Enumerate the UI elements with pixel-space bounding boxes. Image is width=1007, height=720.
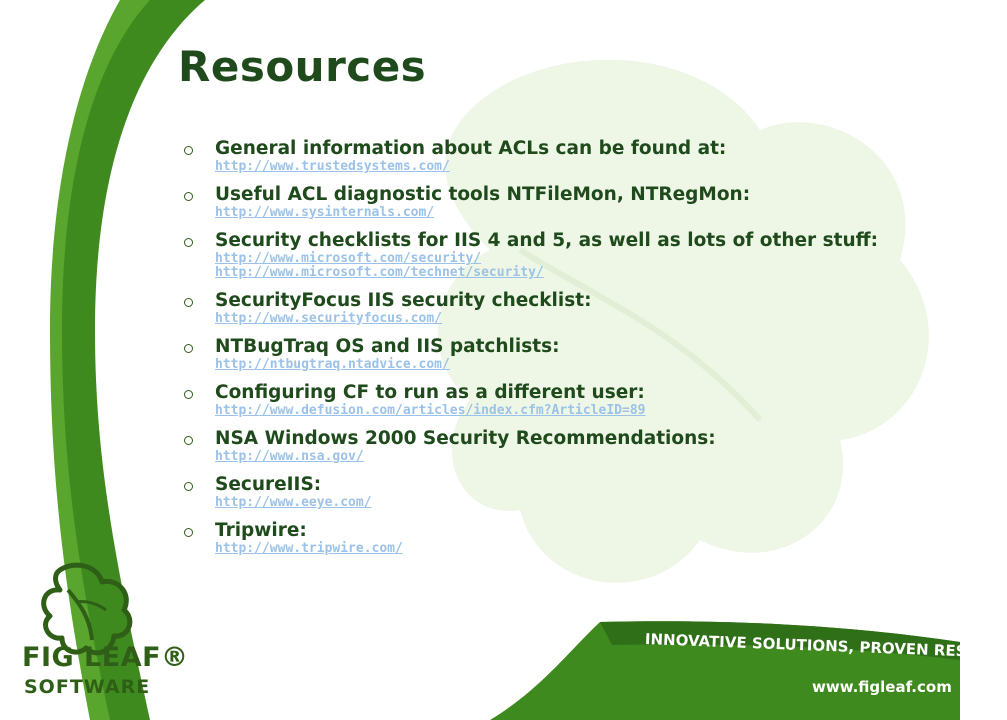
item-text: Tripwire: xyxy=(215,520,307,541)
circle-bullet-icon xyxy=(184,298,193,307)
resource-list xyxy=(180,138,880,566)
logo-wordmark: FIG LEAF® xyxy=(22,642,189,673)
list-item xyxy=(180,184,880,220)
item-text: General information about ACLs can be found at: xyxy=(215,138,727,159)
list-item xyxy=(180,290,880,326)
list-item xyxy=(180,336,880,372)
circle-bullet-icon xyxy=(184,390,193,399)
logo-subtitle: SOFTWARE xyxy=(24,676,151,698)
resource-link[interactable]: http://www.nsa.gov/ xyxy=(215,449,364,464)
circle-bullet-icon xyxy=(184,482,193,491)
circle-bullet-icon xyxy=(184,528,193,537)
circle-bullet-icon xyxy=(184,238,193,247)
list-item xyxy=(180,138,880,174)
item-text: SecurityFocus IIS security checklist: xyxy=(215,290,592,311)
list-item xyxy=(180,230,880,280)
page-title: Resources xyxy=(178,42,427,91)
circle-bullet-icon xyxy=(184,436,193,445)
resource-link[interactable]: http://www.eeye.com/ xyxy=(215,495,372,510)
item-text: NSA Windows 2000 Security Recommendations: xyxy=(215,428,716,449)
list-item xyxy=(180,382,880,418)
item-text: Configuring CF to run as a different user: xyxy=(215,382,645,403)
item-text: Security checklists for IIS 4 and 5, as well as lots of other stuff: xyxy=(215,230,879,251)
circle-bullet-icon xyxy=(184,146,193,155)
resource-link[interactable]: http://www.trustedsystems.com/ xyxy=(215,159,450,174)
list-item xyxy=(180,474,880,510)
resource-link[interactable]: http://www.sysinternals.com/ xyxy=(215,205,435,220)
item-text: NTBugTraq OS and IIS patchlists: xyxy=(215,336,560,357)
resource-link[interactable]: http://www.securityfocus.com/ xyxy=(215,311,442,326)
tagline: INNOVATIVE SOLUTIONS, PROVEN RESULTS xyxy=(644,630,1007,662)
resource-link[interactable]: http://www.microsoft.com/technet/security/ xyxy=(215,265,544,280)
list-item xyxy=(180,520,880,556)
circle-bullet-icon xyxy=(184,344,193,353)
list-item xyxy=(180,428,880,464)
item-text: Useful ACL diagnostic tools NTFileMon, NTRegMon: xyxy=(215,184,751,205)
circle-bullet-icon xyxy=(184,192,193,201)
item-text: SecureIIS: xyxy=(215,474,322,495)
resource-link[interactable]: http://www.microsoft.com/security/ xyxy=(215,251,482,266)
resource-link[interactable]: http://www.tripwire.com/ xyxy=(215,541,403,556)
resource-link[interactable]: http://www.defusion.com/articles/index.cfm?ArticleID=89 xyxy=(215,403,646,418)
website-url: www.figleaf.com xyxy=(812,678,952,696)
resource-link[interactable]: http://ntbugtraq.ntadvice.com/ xyxy=(215,357,450,372)
